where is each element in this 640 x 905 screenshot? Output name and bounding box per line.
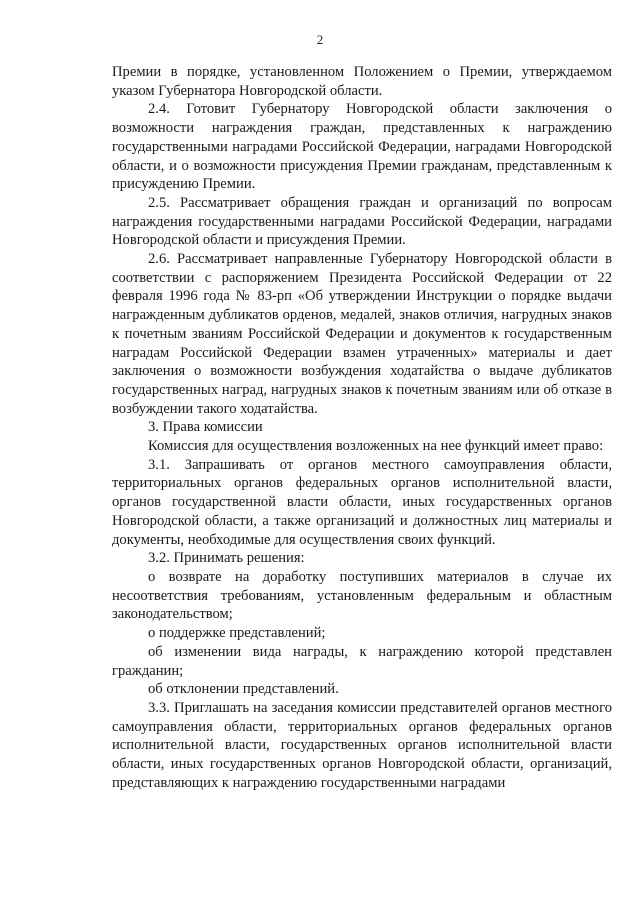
paragraph-3-3: 3.3. Приглашать на заседания комиссии представителей органов местного самоуправления области, территориальных органов федеральных органов исполнительной власти, государственных органов исполнительной власти области, иных государственных органов Новгородской области, организаций, представляющих к награждению государственными наградами	[112, 699, 612, 791]
document-body	[112, 63, 612, 792]
paragraph-2-4: 2.4. Готовит Губернатору Новгородской области заключения о возможности награждения граждан, представленных к награждению государственными наградами Российской Федерации, наградами Новгородской области, и о возможности присуждения Премии гражданам, представленным к присуждению Премии.	[112, 101, 612, 193]
paragraph-2-5: 2.5. Рассматривает обращения граждан и организаций по вопросам награждения государственными наградами Российской Федерации, наградами Новгородской области и присуждения Премии.	[112, 194, 612, 249]
paragraph-rights-intro: Комиссия для осуществления возложенных на нее функций имеет право:	[148, 438, 604, 455]
list-item-reject-submissions: об отклонении представлений.	[148, 681, 339, 698]
section-heading-commission-rights: 3. Права комиссии	[148, 419, 263, 436]
list-item-change-award-type: об изменении вида награды, к награждению которой представлен гражданин;	[112, 643, 612, 679]
list-item-return-materials: о возврате на доработку поступивших материалов в случае их несоответствия требованиям, установленным федеральным и областным законодательством;	[112, 568, 612, 623]
paragraph-2-6: 2.6. Рассматривает направленные Губернатору Новгородской области в соответствии с распоряжением Президента Российской Федерации от 22 февраля 1996 года № 83-рп «Об утверждении Инструкции о порядке выдачи награжденным дубликатов орденов, медалей, знаков отличия, нагрудных знаков к почетным званиям Российской Федерации и документов к государственным наградам Российской Федерации взамен утраченных» материалы и дает заключения о возможности возбуждения ходатайства о выдаче дубликатов государственных наград, нагрудных знаков к почетным званиям или об отказе в возбуждении такого ходатайства.	[112, 251, 612, 417]
list-item-support-submissions: о поддержке представлений;	[148, 625, 326, 642]
paragraph-premium-continuation: Премии в порядке, установленном Положением о Премии, утверждаемом указом Губернатора Новгородской области.	[112, 64, 612, 99]
paragraph-3-1: 3.1. Запрашивать от органов местного самоуправления области, территориальных органов федеральных органов исполнительной власти, органов государственной власти области, иных государственных органов Новгородской области, а также организаций и должностных лиц материалы и документы, необходимые для осуществления своих функций.	[112, 456, 612, 548]
page-number: 2	[316, 32, 324, 47]
paragraph-3-2: 3.2. Принимать решения:	[148, 550, 305, 567]
